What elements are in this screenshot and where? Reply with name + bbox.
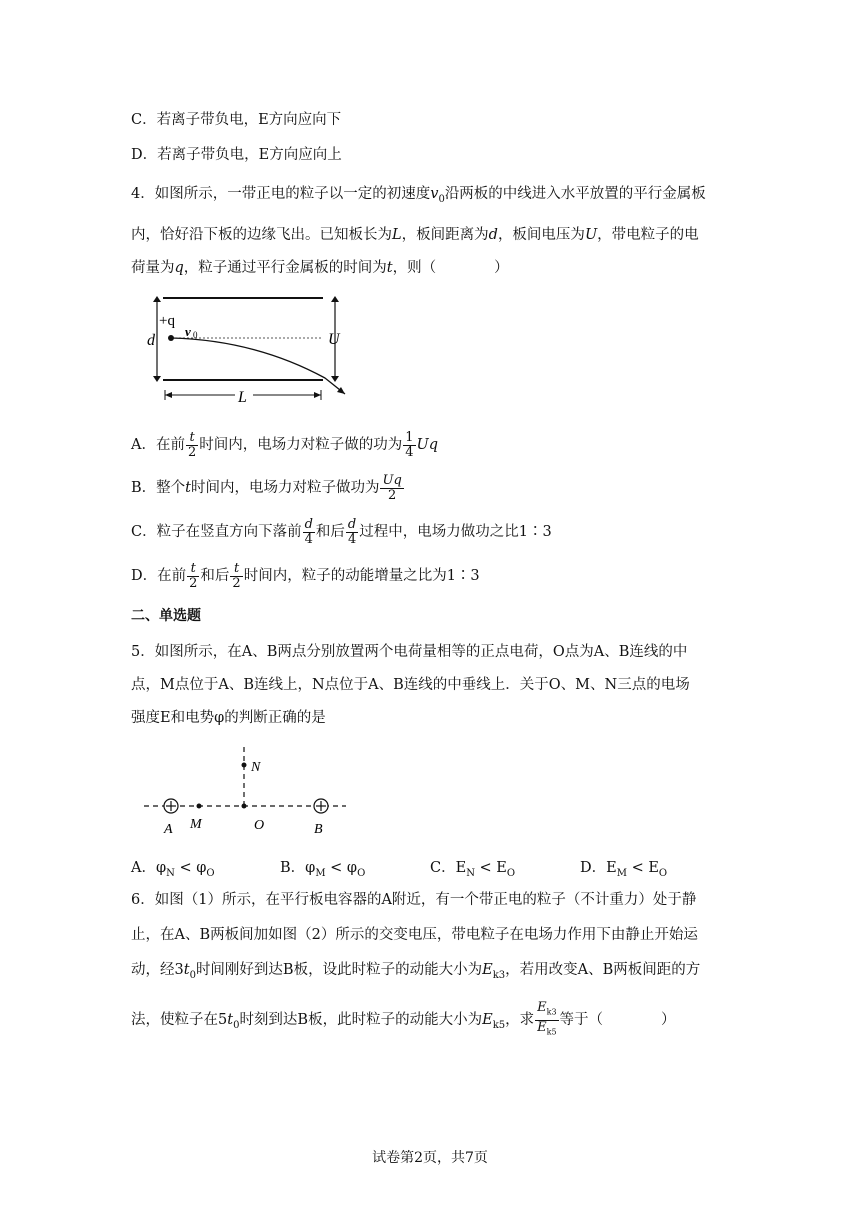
fig-plus-q: +q bbox=[159, 313, 175, 329]
fig-N: N bbox=[251, 760, 261, 775]
fig-L: L bbox=[238, 389, 247, 406]
q6-stem-line3: 动，经$3t_0$时间刚好到达B板，设此时粒子的动能大小为$E_{k3}$，若用改变A、B两板间距的方 bbox=[131, 962, 701, 981]
fig-M: M bbox=[190, 817, 202, 832]
q5-option-c: C．$E_N < E_O$ bbox=[430, 860, 516, 879]
q5-charges-figure bbox=[140, 745, 350, 840]
q5-stem-line2: 点，M点位于A、B连线上，N点位于A、B连线的中垂线上．关于O、M、N三点的电场 bbox=[131, 677, 690, 693]
q5-option-d: D．$E_M < E_O$ bbox=[580, 860, 668, 879]
q5-stem-line1: 5．如图所示，在A、B两点分别放置两个电荷量相等的正点电荷，O点为A、B连线的中 bbox=[131, 644, 688, 660]
q5-stem-line3: 强度E和电势φ的判断正确的是 bbox=[131, 710, 326, 726]
q4-option-c: C．粒子在竖直方向下落前 $\frac{d}{4}$ 和后 $\frac{d}{4}$ 过程中，电场力做功之比1∶3 bbox=[131, 516, 552, 547]
q6-stem-line2: 止，在A、B两板间加如图（2）所示的交变电压，带电粒子在电场力作用下由静止开始运 bbox=[131, 927, 698, 943]
fig-B: B bbox=[314, 822, 323, 837]
svg-text:0: 0 bbox=[193, 330, 198, 340]
q3-option-d: D．若离子带负电，E方向应向上 bbox=[131, 147, 342, 163]
q4-stem-line2: 内，恰好沿下板的边缘飞出。已知板长为L，板间距离为d，板间电压为U，带电粒子的电 bbox=[131, 227, 699, 243]
q6-stem-line4: 法，使粒子在$5t_0$时刻到达B板，此时粒子的动能大小为$E_{k5}$，求 $\frac{E_{k3}}{E_{k5}}$ 等于（ ） bbox=[131, 1000, 676, 1037]
fig-U: U bbox=[328, 331, 340, 348]
section-heading: 二、单选题 bbox=[131, 608, 201, 624]
fig-d: d bbox=[147, 332, 155, 349]
q6-stem-line1: 6．如图（1）所示，在平行板电容器的A附近，有一个带正电的粒子（不计重力）处于静 bbox=[131, 892, 697, 908]
q4-option-a: A．在前 $\frac{t}{2}$ 时间内，电场力对粒子做的功为 $\frac{1}{4}$ Uq bbox=[131, 429, 439, 460]
q4-stem-line3: 荷量为q，粒子通过平行金属板的时间为t，则（ ） bbox=[131, 260, 509, 276]
q5-option-a: A．$\varphi_N < \varphi_O$ bbox=[131, 860, 215, 879]
q3-option-c: C．若离子带负电，E方向应向下 bbox=[131, 112, 342, 128]
page-footer: 试卷第2页，共7页 bbox=[372, 1150, 488, 1166]
fig-A: A bbox=[164, 822, 173, 837]
q4-option-d: D．在前 $\frac{t}{2}$ 和后 $\frac{t}{2}$ 时间内，粒子的动能增量之比为1∶3 bbox=[131, 560, 480, 591]
q5-option-b: B．$\varphi_M < \varphi_O$ bbox=[280, 860, 366, 879]
q4-stem-line1: 4．如图所示，一带正电的粒子以一定的初速度$v_0$沿两板的中线进入水平放置的平行金属板 bbox=[131, 186, 706, 205]
svg-text:v: v bbox=[185, 324, 191, 339]
fig-O: O bbox=[254, 818, 265, 833]
q4-option-b: B．整个t时间内，电场力对粒子做功为 $\frac{Uq}{2}$ bbox=[131, 472, 402, 503]
q4-capacitor-figure bbox=[145, 292, 355, 407]
